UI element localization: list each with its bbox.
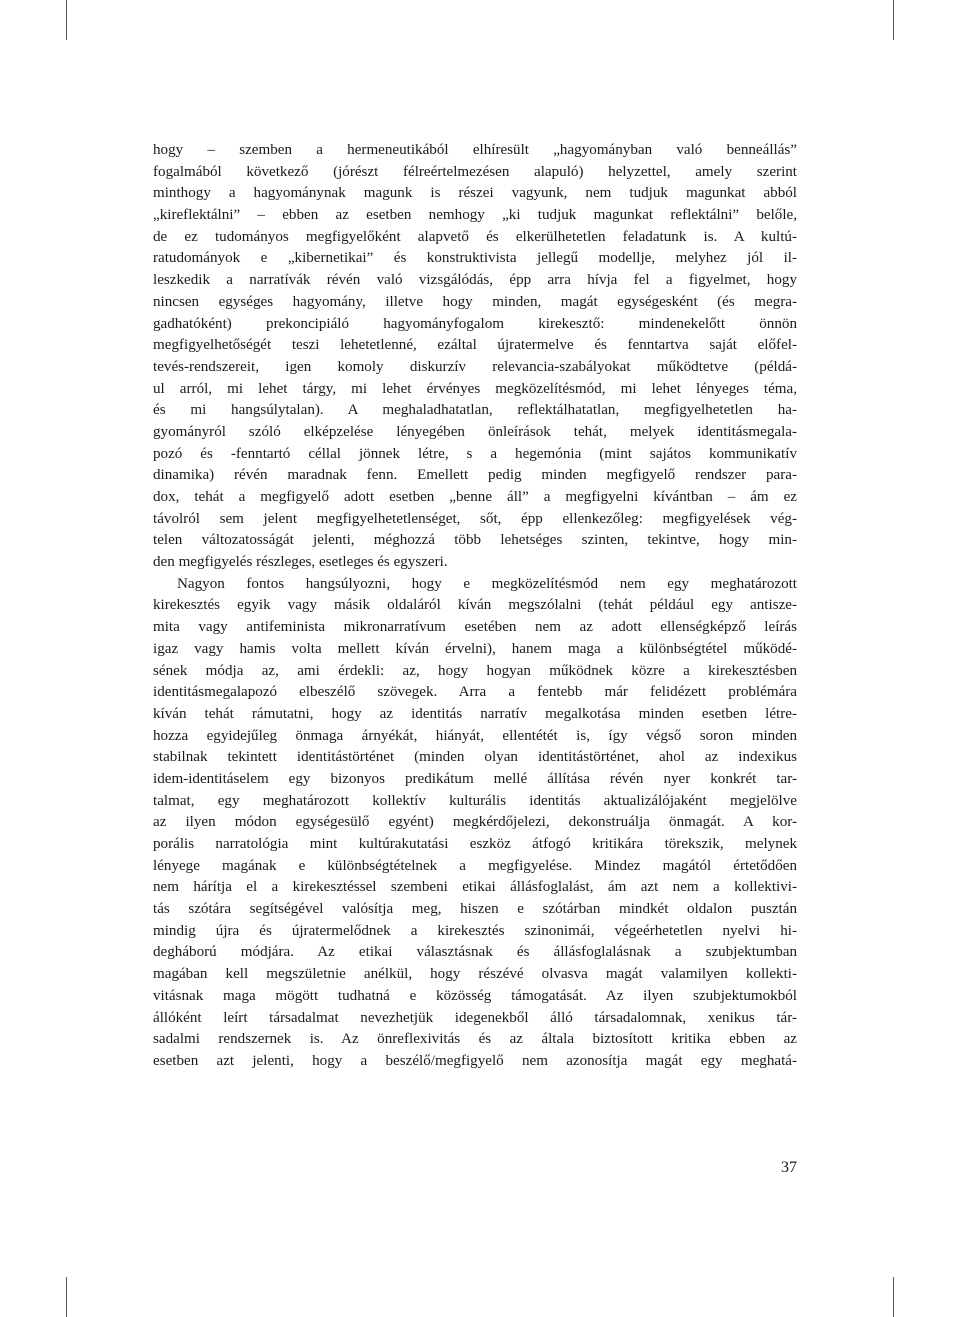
text-line: stabilnak tekintett identitástörténet (minden olyan identitástörténet, ahol az indexikus <box>153 749 797 766</box>
text-line: gyományról szóló elképzelése lényegében önleírások tehát, melyek identitásmegala- <box>153 423 797 440</box>
text-line: hogy – szemben a hermeneutikából elhíresült „hagyományban való benneállás” <box>153 142 797 158</box>
text-line: den megfigyelés részleges, esetleges és egyszeri. <box>153 554 448 571</box>
text-line: nincsen egységes hagyomány, illetve hogy minden, magát egységesként (és megra- <box>153 293 797 310</box>
text-line: leszkedik a narratívák révén való vizsgálódás, épp arra hívja fel a figyelmet, hogy <box>153 272 797 289</box>
text-line: pozó és -fenntartó céllal jönnek létre, s a hegemónia (mint sajátos kommunikatív <box>153 445 797 462</box>
text-line: hozza egyidejűleg önmaga árnyékát, hiányát, ellentétét is, így végső soron minden <box>153 727 797 744</box>
text-line: fogalmából következő (jórészt félreértelmezésen alapuló) helyzettel, amely szerint <box>153 163 797 180</box>
text-line: kíván tehát rámutatni, hogy az identitás narratív megalkotása minden esetben létre- <box>153 705 797 722</box>
text-line: kirekesztés egyik vagy másik oldaláról kíván megszólalni (tehát például egy antisze- <box>153 597 797 614</box>
text-line: talmat, egy meghatározott kollektív kulturális identitás aktualizálójaként megjelölve <box>153 792 797 809</box>
text-line: igaz vagy hamis volta mellett kíván érvelni), hanem maga a különbségtétel működé- <box>153 640 797 657</box>
text-line: vitásnak maga mögött tudhatná e közösség támogatását. Az ilyen szubjektumokból <box>153 987 797 1004</box>
text-line: ratudományok e „kibernetikai” és konstruktivista jellegű modellje, melyhez jól il- <box>153 250 797 267</box>
text-line: magában kell megszületnie anélkül, hogy részévé olvasva magát valamilyen kollekti- <box>153 966 797 983</box>
text-line: „kireflektálni” – ebben az esetben nemhogy „ki tudjuk magunkat reflektálni” belőle, <box>153 207 797 224</box>
text-line: ul arról, mi lehet tárgy, mi lehet érvényes megközelítésmód, mi lehet lényeges téma, <box>153 380 797 397</box>
paragraph-1 <box>153 140 797 574</box>
text-line: lényege magának e különbségtételnek a megfigyelése. Mindez magától értetődően <box>153 857 797 874</box>
text-line: nem hárítja el a kirekesztéssel szembeni etikai állásfoglalást, ám azt nem a kollektivi- <box>153 879 797 896</box>
text-line: tás szótára segítségével valósítja meg, hiszen e szótárban mindkét oldalon pusztán <box>153 901 797 918</box>
text-line: gadhatóként) prekoncipiáló hagyományfogalom kirekesztő: mindenekelőtt önnön <box>153 315 797 332</box>
body-text <box>153 140 797 1073</box>
text-line: dinamika) révén maradnak fenn. Emellett pedig minden megfigyelő rendszer para- <box>153 467 797 484</box>
text-line: mita vagy antifeminista mikronarratívum esetében nem az adott ellenségképző leírás <box>153 619 797 636</box>
text-line: de ez tudományos megfigyelőként alapvető és elkerülhetetlen feladatunk is. A kultú- <box>153 228 797 245</box>
crop-mark-bottom-right <box>893 1277 894 1317</box>
text-line: mindig újra és újratermelődnek a kirekesztés szinonimái, végeérhetetlen nyelvi hi- <box>153 922 797 939</box>
paragraph-2 <box>153 574 797 1073</box>
text-line: degháború módjára. Az etikai választásnak és állásfoglalásnak a szubjektumban <box>153 944 797 961</box>
text-line: dox, tehát a megfigyelő adott esetben „benne áll” a megfigyelni kívántban – ám ez <box>153 489 797 505</box>
text-line: sadalmi rendszernek is. Az önreflexivitás és az általa biztosított kritika ebben az <box>153 1031 797 1048</box>
text-line: identitásmegalapozó elbeszélő szövegek. Arra a fentebb már felidézett problémára <box>153 684 797 701</box>
crop-mark-bottom-left <box>66 1277 67 1317</box>
text-line: sének módja az, ami érdekli: az, hogy hogyan működnek közre a kirekesztésben <box>153 662 797 679</box>
text-line: távolról sem jelent megfigyelhetetlenséget, sőt, épp ellenkezőleg: megfigyelések vég- <box>153 510 797 527</box>
page-number: 37 <box>781 1159 797 1176</box>
text-line: állóként leírt társadalmat nevezhetjük idegenekből álló társadalomnak, xenikus tár- <box>153 1009 797 1026</box>
text-line: és mi hangsúlytalan). A meghaladhatatlan, reflektálhatatlan, megfigyelhetetlen ha- <box>153 402 797 419</box>
text-line: idem-identitáselem egy bizonyos predikátum mellé állítása révén nyer konkrét tar- <box>153 770 797 787</box>
crop-mark-top-left <box>66 0 67 40</box>
text-line: minthogy a hagyománynak magunk is részei vagyunk, nem tudjuk magunkat abból <box>153 185 797 202</box>
text-line: esetben azt jelenti, hogy a beszélő/megfigyelő nem azonosítja magát egy meghatá- <box>153 1052 797 1069</box>
text-line: porális narratológia mint kultúrakutatási eszköz átfogó kritikára törekszik, melynek <box>153 836 797 852</box>
text-line: telen változatosságát jelenti, méghozzá több lehetséges szinten, tekintve, hogy min- <box>153 532 797 549</box>
crop-mark-top-right <box>893 0 894 40</box>
text-line: megfigyelhetőségét teszi lehetetlenné, ezáltal újratermelve és fenntartva saját előfel- <box>153 337 797 354</box>
text-line: tevés-rendszereit, igen komoly diskurzív relevancia-szabályokat működtetve (példá- <box>153 358 797 375</box>
text-line: az ilyen módon egységesülő egyént) megkérdőjelezi, dekonstruálja önmagát. A kor- <box>153 814 797 831</box>
text-line: Nagyon fontos hangsúlyozni, hogy e megközelítésmód nem egy meghatározott <box>177 575 797 592</box>
